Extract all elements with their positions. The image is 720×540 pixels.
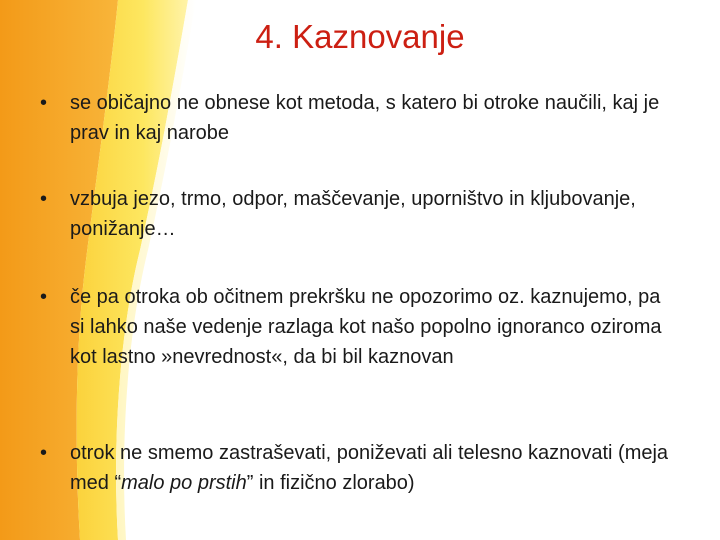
bullet-item bbox=[40, 88, 680, 148]
slide-title: 4. Kaznovanje bbox=[255, 18, 465, 55]
bullet-text-after: ” in fizično zlorabo) bbox=[246, 472, 415, 494]
bullet-text-italic: malo po prstih bbox=[121, 472, 247, 494]
bullet-text: če pa otroka ob očitnem prekršku ne opozorimo oz. kaznujemo, pa si lahko naše vedenje razlaga kot našo popolno ignoranco oziroma kot lastno »nevrednost«, da bi bil kaznovan bbox=[70, 286, 662, 368]
bullet-item bbox=[40, 438, 680, 498]
bullet-dot: • bbox=[40, 92, 48, 114]
bullet-dot: • bbox=[40, 286, 48, 308]
bullet-text-before: otrok ne smemo zastraševati, poniževati ali telesno kaznovati (meja med “ bbox=[70, 442, 669, 494]
bullet-item bbox=[40, 282, 680, 372]
bullet-text: vzbuja jezo, trmo, odpor, maščevanje, uporništvo in kljubovanje, ponižanje… bbox=[70, 188, 636, 240]
bullet-dot: • bbox=[40, 188, 48, 210]
bullet-dot: • bbox=[40, 442, 48, 464]
bullet-item bbox=[40, 184, 680, 244]
bullet-text: se običajno ne obnese kot metoda, s katero bi otroke naučili, kaj je prav in kaj narobe bbox=[70, 92, 660, 144]
